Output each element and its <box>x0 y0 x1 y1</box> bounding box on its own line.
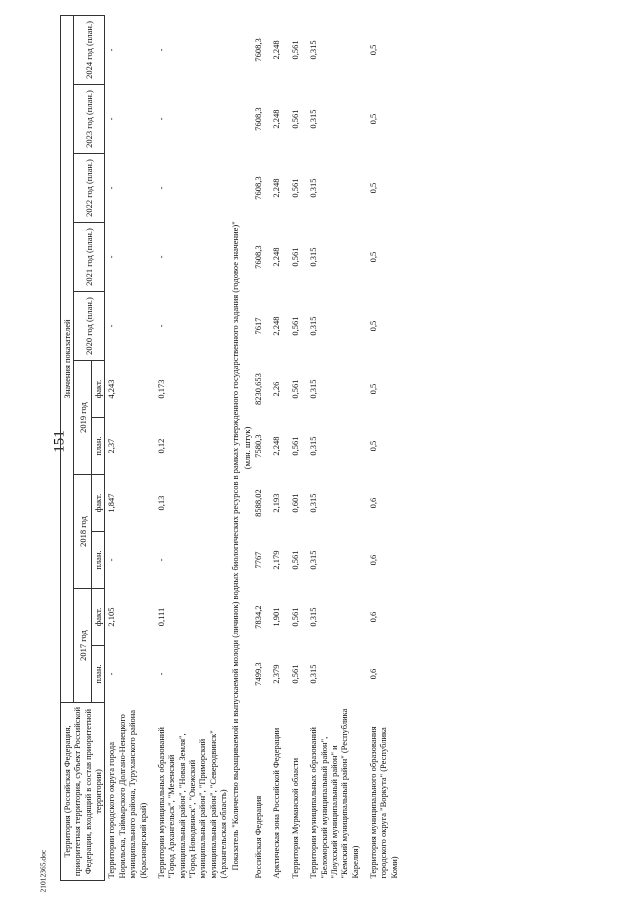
value-cell: 0,315 <box>308 247 319 267</box>
value-cell: 7608,3 <box>253 245 264 269</box>
table-body-second <box>252 15 400 880</box>
table-row <box>105 15 149 880</box>
header-2022: 2022 год (план.) <box>74 154 105 223</box>
value-cell: - <box>155 558 166 562</box>
value-cell: - <box>106 117 117 121</box>
value-cell: - <box>155 324 166 328</box>
value-cell: 2,248 <box>271 178 282 198</box>
value-cell: 1,901 <box>271 607 282 627</box>
header-2020: 2020 год (план.) <box>74 292 105 361</box>
value-cell: - <box>106 558 117 562</box>
value-cell: 0,315 <box>308 550 319 570</box>
value-cell: 0,5 <box>367 44 378 56</box>
table-body-first <box>105 15 229 880</box>
value-cell: 2,105 <box>106 607 117 627</box>
value-cell: 0,6 <box>367 611 378 623</box>
value-cell: 2,248 <box>271 247 282 267</box>
value-cell: 1,847 <box>106 493 117 513</box>
value-cell: 2,248 <box>271 40 282 60</box>
value-cell: - <box>155 117 166 121</box>
header-2023: 2023 год (план.) <box>74 85 105 154</box>
value-cell: 7767 <box>253 551 264 569</box>
value-cell: 0,5 <box>367 251 378 263</box>
value-cell: 0,561 <box>289 379 300 399</box>
value-cell: 0,561 <box>289 550 300 570</box>
territory-cell: Территории городского округа города Норильска, Таймырского Долгано-Ненецкого муниципального района, Туруханского района (Красноярский край) <box>106 709 148 879</box>
value-cell: 2,179 <box>271 550 282 570</box>
value-cell: 0,561 <box>289 109 300 129</box>
table-row <box>252 15 264 880</box>
indicator-unit: (млн. штук) <box>241 426 252 470</box>
value-cell: 0,561 <box>289 178 300 198</box>
territory-cell: Территория муниципального образования городского округа "Воркута" (Республика Коми) <box>367 726 399 879</box>
header-territory: Территория (Российская Федерация, приоритетная территория, субъект Российской Федерации, входящий в состав приоритетной территории) <box>61 703 105 881</box>
value-cell: 0,315 <box>308 316 319 336</box>
table-row <box>367 15 400 880</box>
table-row <box>155 15 230 880</box>
value-cell: 2,248 <box>271 316 282 336</box>
value-cell: 0,5 <box>367 440 378 452</box>
value-cell: 0,561 <box>289 316 300 336</box>
table-row <box>270 15 282 880</box>
value-cell: 0,111 <box>155 607 166 627</box>
value-cell: 2,248 <box>271 109 282 129</box>
value-cell: - <box>106 324 117 328</box>
value-cell: 0,561 <box>289 436 300 456</box>
value-cell: 2,379 <box>271 664 282 684</box>
value-cell: - <box>155 672 166 676</box>
rotated-table-area <box>60 16 620 881</box>
value-cell: - <box>155 186 166 190</box>
indicators-table <box>60 15 400 881</box>
header-2021: 2021 год (план.) <box>74 223 105 292</box>
header-2017-plan: план. <box>92 646 105 703</box>
territory-cell: Территория Мурманской области <box>289 757 300 879</box>
value-cell: 7617 <box>253 317 264 335</box>
value-cell: 0,561 <box>289 664 300 684</box>
indicator-row <box>229 15 241 880</box>
value-cell: 7608,3 <box>253 176 264 200</box>
value-cell: 7834,2 <box>253 605 264 629</box>
value-cell: 2,193 <box>271 493 282 513</box>
table-row <box>307 15 361 880</box>
value-cell: 0,601 <box>289 493 300 513</box>
value-cell: 0,561 <box>289 607 300 627</box>
table-row <box>289 15 301 880</box>
header-2017: 2017 год <box>74 589 92 703</box>
value-cell: 4,243 <box>106 379 117 399</box>
value-cell: - <box>155 255 166 259</box>
value-cell: - <box>106 48 117 52</box>
value-cell: - <box>106 255 117 259</box>
value-cell: 7499,3 <box>253 662 264 686</box>
value-cell: 0,13 <box>155 495 166 511</box>
value-cell: 0,5 <box>367 383 378 395</box>
indicator-group <box>229 15 252 880</box>
value-cell: 2,37 <box>106 438 117 454</box>
table-header <box>61 15 105 880</box>
value-cell: 8588,02 <box>253 489 264 517</box>
header-2018: 2018 год <box>74 475 92 589</box>
value-cell: 0,315 <box>308 493 319 513</box>
value-cell: 7608,3 <box>253 38 264 62</box>
territory-cell: Арктическая зона Российской Федерации <box>271 727 282 879</box>
value-cell: 0,315 <box>308 379 319 399</box>
header-2019-plan: план. <box>92 418 105 475</box>
document-code: 21012365.doc <box>38 849 48 893</box>
header-2018-fact: факт. <box>92 475 105 532</box>
value-cell: 0,173 <box>155 379 166 399</box>
value-cell: 0,5 <box>367 182 378 194</box>
value-cell: - <box>106 186 117 190</box>
value-cell: - <box>106 672 117 676</box>
value-cell: 2,26 <box>271 381 282 397</box>
value-cell: 0,315 <box>308 664 319 684</box>
header-2017-fact: факт. <box>92 589 105 646</box>
header-2018-plan: план. <box>92 532 105 589</box>
value-cell: 0,561 <box>289 40 300 60</box>
value-cell: 0,6 <box>367 497 378 509</box>
value-cell: 7580,3 <box>253 434 264 458</box>
territory-cell: Территории муниципальных образований "Беломорский муниципальный район", "Лоухский муниципальный район" и "Кемский муниципальный район" (Республика Карелия) <box>308 708 360 879</box>
value-cell: 0,315 <box>308 178 319 198</box>
value-cell: 7608,3 <box>253 107 264 131</box>
territory-cell: Российская Федерация <box>253 795 264 879</box>
header-2019: 2019 год <box>74 361 92 475</box>
header-2024: 2024 год (план.) <box>74 15 105 84</box>
page-number: 151 <box>51 430 68 453</box>
value-cell: 0,315 <box>308 607 319 627</box>
value-cell: 0,315 <box>308 436 319 456</box>
value-cell: 0,561 <box>289 247 300 267</box>
value-cell: 0,6 <box>367 668 378 680</box>
value-cell: 0,5 <box>367 320 378 332</box>
header-values-group: Значения показателей <box>61 15 74 702</box>
value-cell: 0,315 <box>308 40 319 60</box>
indicator-title: Показатель "Количество выращиваемой и выпускаемой молоди (личинок) водных биологических ресурсов в рамках утвержденного государственного задания (годовое значение)" <box>230 221 241 871</box>
value-cell: 0,315 <box>308 109 319 129</box>
value-cell: 0,6 <box>367 554 378 566</box>
value-cell: 2,248 <box>271 436 282 456</box>
value-cell: 0,5 <box>367 113 378 125</box>
indicator-unit-row <box>242 15 252 880</box>
territory-cell: Территории муниципальных образований "Город Архангельск", "Мезенский муниципальный район", "Новая Земля", "Город Новодвинск", "Онежский муниципальный район", "Приморский муниципальный район", "Северодвинск" (Архангельская область) <box>155 727 229 879</box>
value-cell: 8230,653 <box>253 373 264 405</box>
header-2019-fact: факт. <box>92 361 105 418</box>
value-cell: - <box>155 48 166 52</box>
value-cell: 0,12 <box>155 438 166 454</box>
